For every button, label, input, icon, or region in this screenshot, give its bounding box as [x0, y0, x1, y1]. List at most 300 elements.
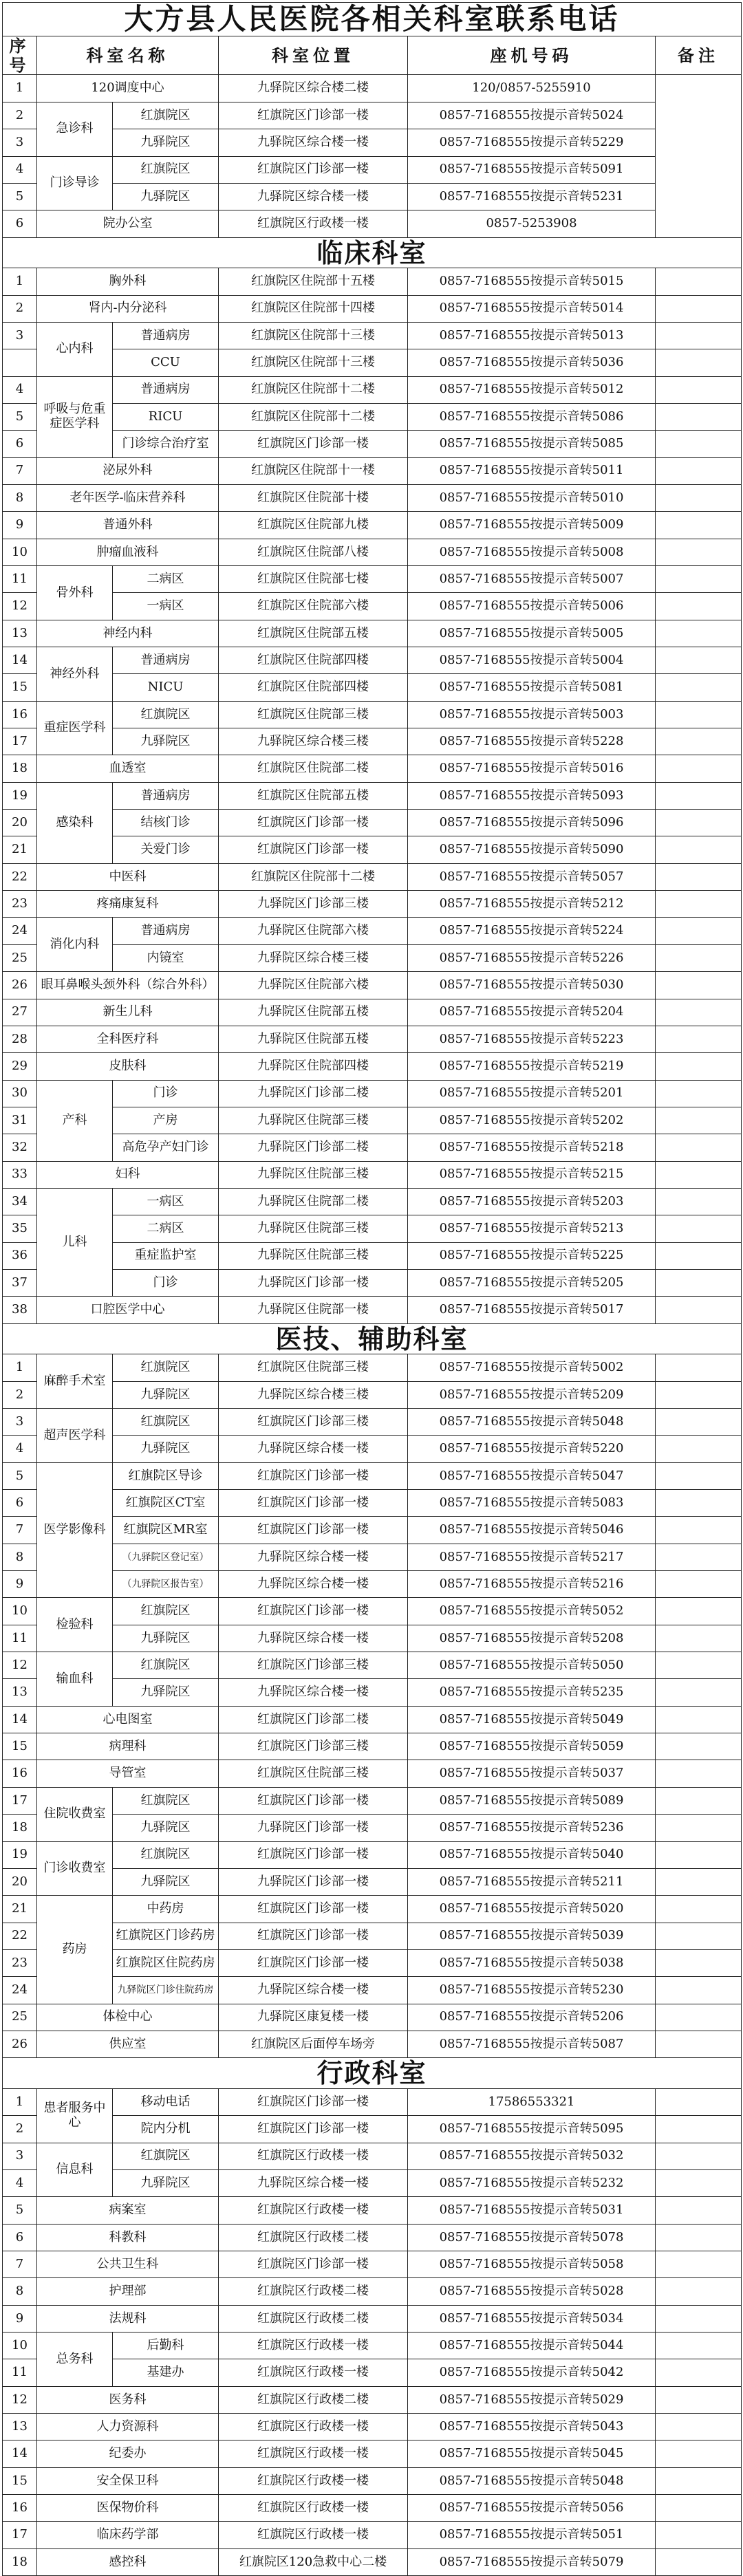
table-row: [3, 349, 742, 376]
row-number: 2: [3, 2116, 37, 2143]
dept-group-name: 门诊收费室: [37, 1841, 113, 1896]
table-row: [3, 322, 742, 349]
sub-dept-name: 一病区: [113, 1188, 219, 1215]
table-row: [3, 755, 742, 782]
dept-group-name: 消化内科: [37, 918, 113, 972]
row-number: 6: [3, 2224, 37, 2251]
note-cell: [656, 891, 742, 918]
sub-dept-name: 结核门诊: [113, 810, 219, 836]
dept-location: 九驿院区门诊部二楼: [219, 1080, 408, 1107]
dept-location: 九驿院区综合楼一楼: [219, 1436, 408, 1462]
sub-dept-name: （九驿院区登记室）: [113, 1544, 219, 1570]
sub-dept-name: 九驿院区: [113, 1436, 219, 1462]
table-row: [3, 918, 742, 944]
sub-dept-name: 红旗院区: [113, 701, 219, 728]
sub-dept-name: 红旗院区: [113, 2143, 219, 2169]
dept-location: 红旗院区住院部十五楼: [219, 268, 408, 295]
row-number: 26: [3, 972, 37, 999]
dept-name: 神经内科: [37, 620, 219, 647]
sub-dept-name: 红旗院区门诊药房: [113, 1923, 219, 1949]
row-number: 33: [3, 1161, 37, 1188]
dept-location: 九驿院区综合楼一楼: [219, 1544, 408, 1570]
table-row: [3, 728, 742, 755]
dept-phone: 0857-7168555按提示音转5051: [408, 2522, 656, 2548]
table-row: [3, 539, 742, 565]
table-row: [3, 183, 742, 210]
dept-phone: 0857-7168555按提示音转5217: [408, 1544, 656, 1570]
dept-group-name: 产科: [37, 1080, 113, 1161]
dept-location: 九驿院区住院部一楼: [219, 1297, 408, 1323]
dept-name: 妇科: [37, 1161, 219, 1188]
dept-location: 红旗院区门诊部一楼: [219, 1490, 408, 1517]
table-row: [3, 2414, 742, 2440]
dept-phone: 0857-7168555按提示音转5096: [408, 810, 656, 836]
sub-dept-name: 红旗院区: [113, 102, 219, 129]
row-number: 12: [3, 1652, 37, 1679]
table-row: [3, 1462, 742, 1489]
sub-dept-name: 红旗院区导诊: [113, 1462, 219, 1489]
table-row: [3, 1652, 742, 1679]
dept-location: 九驿院区门诊部一楼: [219, 1815, 408, 1841]
note-cell: [656, 1949, 742, 1976]
note-cell: [656, 782, 742, 809]
dept-location: 红旗院区住院部三楼: [219, 701, 408, 728]
sub-dept-name: 后勤科: [113, 2333, 219, 2359]
row-number: 30: [3, 1080, 37, 1107]
dept-phone: 0857-7168555按提示音转5040: [408, 1841, 656, 1868]
dept-location: 九驿院区门诊部一楼: [219, 1868, 408, 1895]
dept-location: 红旗院区行政楼二楼: [219, 2305, 408, 2332]
note-cell: [656, 2414, 742, 2440]
dept-phone: 0857-7168555按提示音转5083: [408, 1490, 656, 1517]
note-cell: [656, 1107, 742, 1134]
row-number: 13: [3, 620, 37, 647]
dept-name: 老年医学-临床营养科: [37, 484, 219, 511]
table-row: [3, 647, 742, 674]
dept-location: 红旗院区行政楼一楼: [219, 2359, 408, 2386]
note-cell: [656, 1462, 742, 1489]
dept-phone: 0857-7168555按提示音转5081: [408, 674, 656, 701]
dept-location: 红旗院区行政楼一楼: [219, 2440, 408, 2467]
note-cell: [656, 2359, 742, 2386]
dept-location: 红旗院区行政楼一楼: [219, 210, 408, 237]
note-cell: [656, 1490, 742, 1517]
note-cell: [656, 1215, 742, 1242]
table-row: [3, 1490, 742, 1517]
table-row: [3, 1080, 742, 1107]
table-row: [3, 1815, 742, 1841]
sub-dept-name: 九驿院区: [113, 1381, 219, 1408]
dept-group-name: 门诊导诊: [37, 156, 113, 210]
table-row: [3, 2169, 742, 2196]
section-title: 行政科室: [3, 2058, 742, 2089]
row-number: 6: [3, 210, 37, 237]
row-number: 34: [3, 1188, 37, 1215]
sub-dept-name: 红旗院区: [113, 1598, 219, 1625]
table-row: [3, 431, 742, 457]
dept-location: 红旗院区住院部四楼: [219, 647, 408, 674]
dept-location: 红旗院区门诊部三楼: [219, 1409, 408, 1436]
dept-name: 病案室: [37, 2197, 219, 2224]
dept-phone: 0857-7168555按提示音转5024: [408, 102, 656, 129]
dept-location: 红旗院区门诊部二楼: [219, 1706, 408, 1733]
dept-location: 九驿院区住院部五楼: [219, 999, 408, 1026]
dept-location: 九驿院区住院部五楼: [219, 1026, 408, 1052]
dept-phone: 0857-7168555按提示音转5225: [408, 1242, 656, 1269]
note-cell: [656, 512, 742, 539]
dept-name: 法规科: [37, 2305, 219, 2332]
note-cell: [656, 1815, 742, 1841]
dept-location: 红旗院区门诊部一楼: [219, 1923, 408, 1949]
table-row: [3, 1161, 742, 1188]
row-number: 1: [3, 2088, 37, 2115]
row-number: 15: [3, 674, 37, 701]
row-number: 38: [3, 1297, 37, 1323]
dept-group-name: 总务科: [37, 2333, 113, 2387]
dept-phone: 0857-7168555按提示音转5042: [408, 2359, 656, 2386]
note-cell: [656, 1544, 742, 1570]
table-row: [3, 2088, 742, 2115]
table-row: [3, 1053, 742, 1080]
sub-dept-name: 红旗院区: [113, 156, 219, 183]
row-number: 21: [3, 836, 37, 863]
sub-dept-name: 九驿院区: [113, 183, 219, 210]
table-row: [3, 75, 742, 102]
dept-name: 安全保卫科: [37, 2467, 219, 2494]
row-number: 25: [3, 2004, 37, 2031]
note-cell: [656, 836, 742, 863]
note-cell: [656, 1381, 742, 1408]
row-number: 17: [3, 2522, 37, 2548]
dept-phone: 0857-7168555按提示音转5056: [408, 2495, 656, 2522]
table-row: [3, 863, 742, 890]
dept-location: 九驿院区综合楼一楼: [219, 183, 408, 210]
table-row: [3, 891, 742, 918]
dept-location: 九驿院区住院部六楼: [219, 918, 408, 944]
sub-dept-name: 红旗院区住院药房: [113, 1949, 219, 1976]
dept-group-name: 儿科: [37, 1188, 113, 1296]
dept-location: 九驿院区康复楼一楼: [219, 2004, 408, 2031]
sub-dept-name: 普通病房: [113, 918, 219, 944]
table-row: [3, 1134, 742, 1161]
sub-dept-name: （九驿院区报告室）: [113, 1571, 219, 1598]
section-heading-row: [3, 2058, 742, 2089]
dept-location: 红旗院区住院部十四楼: [219, 295, 408, 322]
note-cell: [656, 322, 742, 349]
dept-location: 红旗院区住院部四楼: [219, 674, 408, 701]
dept-location: 九驿院区综合楼一楼: [219, 1625, 408, 1652]
dept-name: 口腔医学中心: [37, 1297, 219, 1323]
row-number: 24: [3, 1977, 37, 2004]
row-number: 17: [3, 728, 37, 755]
dept-phone: 0857-7168555按提示音转5226: [408, 944, 656, 971]
table-row: [3, 1026, 742, 1052]
dept-phone: 0857-7168555按提示音转5004: [408, 647, 656, 674]
dept-phone: 0857-7168555按提示音转5090: [408, 836, 656, 863]
dept-phone: 0857-7168555按提示音转5059: [408, 1733, 656, 1760]
sub-dept-name: 中药房: [113, 1896, 219, 1923]
dept-location: 红旗院区门诊部一楼: [219, 431, 408, 457]
note-cell: [656, 2169, 742, 2196]
table-row: [3, 1269, 742, 1296]
note-cell: [656, 1269, 742, 1296]
dept-phone: 0857-7168555按提示音转5048: [408, 2467, 656, 2494]
dept-name: 人力资源科: [37, 2414, 219, 2440]
sub-dept-name: 九驿院区: [113, 1625, 219, 1652]
note-cell: [656, 75, 742, 237]
header-loc: 科室位置: [219, 36, 408, 75]
dept-phone: 0857-7168555按提示音转5006: [408, 593, 656, 620]
header-note: 备注: [656, 36, 742, 75]
row-number: 21: [3, 1896, 37, 1923]
dept-phone: 0857-7168555按提示音转5086: [408, 403, 656, 430]
dept-location: 红旗院区住院部二楼: [219, 755, 408, 782]
note-cell: [656, 701, 742, 728]
dept-location: 红旗院区住院部十二楼: [219, 863, 408, 890]
note-cell: [656, 810, 742, 836]
row-number: 31: [3, 1107, 37, 1134]
dept-group-name: 急诊科: [37, 102, 113, 156]
note-cell: [656, 2386, 742, 2413]
dept-location: 九驿院区住院部二楼: [219, 1188, 408, 1215]
dept-phone: 0857-7168555按提示音转5028: [408, 2278, 656, 2305]
row-number: 8: [3, 2278, 37, 2305]
dept-location: 红旗院区行政楼一楼: [219, 2414, 408, 2440]
dept-phone: 0857-7168555按提示音转5010: [408, 484, 656, 511]
dept-phone: 0857-7168555按提示音转5093: [408, 782, 656, 809]
dept-location: 红旗院区住院部十三楼: [219, 349, 408, 376]
note-cell: [656, 1242, 742, 1269]
row-number: 9: [3, 2305, 37, 2332]
dept-location: 九驿院区门诊部二楼: [219, 1134, 408, 1161]
note-cell: [656, 1436, 742, 1462]
note-cell: [656, 2305, 742, 2332]
dept-location: 红旗院区门诊部一楼: [219, 156, 408, 183]
dept-location: 九驿院区住院部三楼: [219, 1242, 408, 1269]
table-row: [3, 810, 742, 836]
dept-location: 红旗院区住院部六楼: [219, 593, 408, 620]
row-number: 7: [3, 1517, 37, 1544]
dept-name: 泌尿外科: [37, 457, 219, 484]
dept-phone: 0857-7168555按提示音转5015: [408, 268, 656, 295]
dept-location: 九驿院区综合楼一楼: [219, 1977, 408, 2004]
section-heading-row: [3, 237, 742, 268]
note-cell: [656, 484, 742, 511]
dept-location: 红旗院区门诊部一楼: [219, 1787, 408, 1814]
dept-name: 血透室: [37, 755, 219, 782]
table-row: [3, 376, 742, 403]
dept-location: 红旗院区门诊部一楼: [219, 2116, 408, 2143]
table-row: [3, 944, 742, 971]
note-cell: [656, 539, 742, 565]
table-row: [3, 620, 742, 647]
dept-phone: 0857-7168555按提示音转5213: [408, 1215, 656, 1242]
row-number: 22: [3, 1923, 37, 1949]
dept-location: 红旗院区行政楼二楼: [219, 2386, 408, 2413]
row-number: 9: [3, 1571, 37, 1598]
sub-dept-name: 九驿院区: [113, 728, 219, 755]
dept-location: 红旗院区门诊部一楼: [219, 102, 408, 129]
dept-phone: 0857-7168555按提示音转5230: [408, 1977, 656, 2004]
dept-phone: 0857-7168555按提示音转5201: [408, 1080, 656, 1107]
note-cell: [656, 1409, 742, 1436]
sub-dept-name: 普通病房: [113, 782, 219, 809]
dept-phone: 0857-7168555按提示音转5039: [408, 1923, 656, 1949]
row-number: 27: [3, 999, 37, 1026]
row-number: 3: [3, 322, 37, 349]
sub-dept-name: 九驿院区: [113, 129, 219, 156]
note-cell: [656, 1787, 742, 1814]
row-number: 1: [3, 75, 37, 102]
page-title: 大方县人民医院各相关科室联系电话: [3, 3, 742, 36]
table-row: [3, 1760, 742, 1787]
dept-name: 胸外科: [37, 268, 219, 295]
sub-dept-name: 门诊综合治疗室: [113, 431, 219, 457]
dept-location: 红旗院区行政楼二楼: [219, 2278, 408, 2305]
sub-dept-name: 二病区: [113, 1215, 219, 1242]
dept-phone: 0857-7168555按提示音转5058: [408, 2251, 656, 2278]
row-number: 10: [3, 1598, 37, 1625]
table-row: [3, 156, 742, 183]
note-cell: [656, 2495, 742, 2522]
table-row: [3, 512, 742, 539]
table-row: [3, 1242, 742, 1269]
note-cell: [656, 2278, 742, 2305]
dept-phone: 0857-7168555按提示音转5016: [408, 755, 656, 782]
note-cell: [656, 1598, 742, 1625]
dept-name: 肿瘤血液科: [37, 539, 219, 565]
dept-phone: 0857-7168555按提示音转5228: [408, 728, 656, 755]
dept-phone: 0857-7168555按提示音转5209: [408, 1381, 656, 1408]
table-row: [3, 1381, 742, 1408]
row-number: 14: [3, 1706, 37, 1733]
table-row: [3, 782, 742, 809]
sub-dept-name: NICU: [113, 674, 219, 701]
table-row: [3, 1841, 742, 1868]
row-number: 32: [3, 1134, 37, 1161]
sub-dept-name: 普通病房: [113, 376, 219, 403]
table-row: [3, 2359, 742, 2386]
table-row: [3, 403, 742, 430]
row-number: 12: [3, 2386, 37, 2413]
row-number: 24: [3, 918, 37, 944]
dept-name: 医保物价科: [37, 2495, 219, 2522]
table-row: [3, 1409, 742, 1436]
dept-group-name: 药房: [37, 1896, 113, 2004]
dept-location: 九驿院区综合楼三楼: [219, 728, 408, 755]
dept-phone: 17586553321: [408, 2088, 656, 2115]
sub-dept-name: 关爱门诊: [113, 836, 219, 863]
dept-phone: 0857-5253908: [408, 210, 656, 237]
table-row: [3, 2467, 742, 2494]
dept-phone: 0857-7168555按提示音转5008: [408, 539, 656, 565]
note-cell: [656, 2522, 742, 2548]
dept-location: 红旗院区门诊部一楼: [219, 1841, 408, 1868]
dept-location: 九驿院区住院部三楼: [219, 1161, 408, 1188]
dept-phone: 0857-7168555按提示音转5047: [408, 1462, 656, 1489]
dept-location: 九驿院区住院部六楼: [219, 972, 408, 999]
note-cell: [656, 1679, 742, 1706]
dept-location: 红旗院区住院部三楼: [219, 1354, 408, 1381]
row-number: 25: [3, 944, 37, 971]
table-row: [3, 999, 742, 1026]
sub-dept-name: 内镜室: [113, 944, 219, 971]
row-number: 6: [3, 431, 37, 457]
row-number: 7: [3, 2251, 37, 2278]
dept-name: 纪委办: [37, 2440, 219, 2467]
table-row: [3, 457, 742, 484]
note-cell: [656, 2548, 742, 2575]
dept-name: 中医科: [37, 863, 219, 890]
table-row: [3, 2548, 742, 2575]
dept-phone: 0857-7168555按提示音转5087: [408, 2031, 656, 2057]
dept-location: 红旗院区行政楼一楼: [219, 2495, 408, 2522]
note-cell: [656, 1977, 742, 2004]
dept-location: 九驿院区综合楼三楼: [219, 1381, 408, 1408]
dept-phone: 0857-7168555按提示音转5229: [408, 129, 656, 156]
sub-dept-name: 红旗院区: [113, 1787, 219, 1814]
dept-name: 新生儿科: [37, 999, 219, 1026]
table-row: [3, 593, 742, 620]
dept-phone: 0857-7168555按提示音转5235: [408, 1679, 656, 1706]
row-number: 37: [3, 1269, 37, 1296]
note-cell: [656, 2143, 742, 2169]
dept-group-name: 信息科: [37, 2143, 113, 2197]
sub-dept-name: 产房: [113, 1107, 219, 1134]
dept-location: 红旗院区门诊部一楼: [219, 810, 408, 836]
note-cell: [656, 1161, 742, 1188]
dept-phone: 0857-7168555按提示音转5218: [408, 1134, 656, 1161]
note-cell: [656, 2088, 742, 2115]
sub-dept-name: 基建办: [113, 2359, 219, 2386]
table-row: [3, 566, 742, 593]
row-number: 12: [3, 593, 37, 620]
dept-phone: 0857-7168555按提示音转5037: [408, 1760, 656, 1787]
dept-location: 九驿院区综合楼一楼: [219, 129, 408, 156]
row-number: 3: [3, 2143, 37, 2169]
dept-phone: 0857-7168555按提示音转5020: [408, 1896, 656, 1923]
dept-phone: 0857-7168555按提示音转5223: [408, 1026, 656, 1052]
sub-dept-name: 一病区: [113, 593, 219, 620]
note-cell: [656, 295, 742, 322]
sub-dept-name: 二病区: [113, 566, 219, 593]
table-row: [3, 2004, 742, 2031]
table-row: [3, 674, 742, 701]
note-cell: [656, 1134, 742, 1161]
dept-name: 导管室: [37, 1760, 219, 1787]
sub-dept-name: 九驿院区门诊住院药房: [113, 1977, 219, 2004]
dept-location: 九驿院区住院部三楼: [219, 1215, 408, 1242]
contact-table: [2, 2, 742, 2576]
dept-location: 红旗院区住院部十二楼: [219, 376, 408, 403]
row-number: 10: [3, 2333, 37, 2359]
row-number: 5: [3, 2197, 37, 2224]
dept-phone: 0857-7168555按提示音转5205: [408, 1269, 656, 1296]
dept-phone: 0857-7168555按提示音转5224: [408, 918, 656, 944]
dept-location: 红旗院区门诊部三楼: [219, 1733, 408, 1760]
note-cell: [656, 999, 742, 1026]
row-number: 7: [3, 457, 37, 484]
table-row: [3, 1625, 742, 1652]
row-number: 4: [3, 1436, 37, 1462]
table-row: [3, 1215, 742, 1242]
table-row: [3, 1679, 742, 1706]
dept-phone: 0857-7168555按提示音转5091: [408, 156, 656, 183]
dept-group-name: 住院收费室: [37, 1787, 113, 1841]
dept-group-name: 心内科: [37, 322, 113, 376]
table-row: [3, 1354, 742, 1381]
table-row: [3, 2386, 742, 2413]
